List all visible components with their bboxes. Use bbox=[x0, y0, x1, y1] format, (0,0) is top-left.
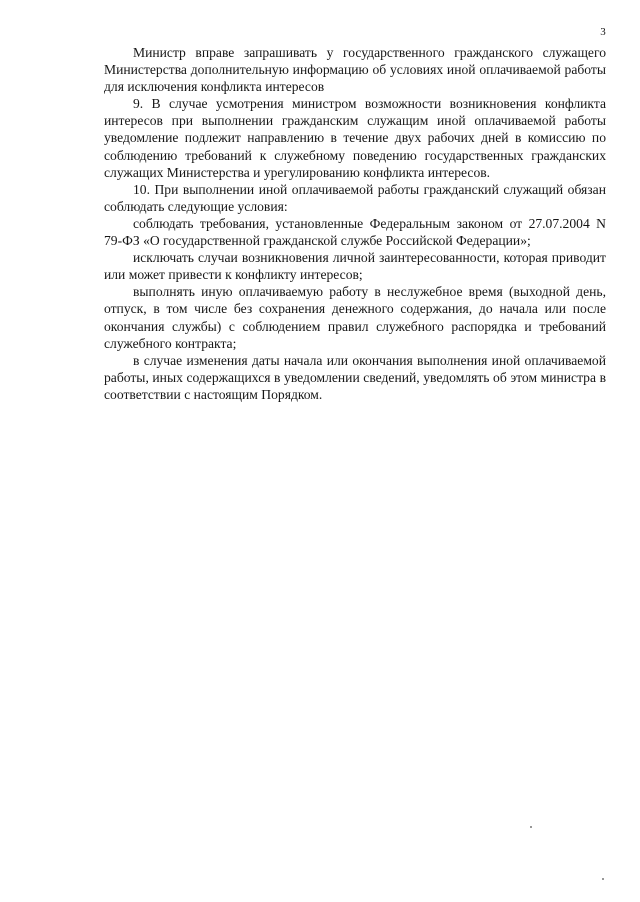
paragraph-condition-personal-interest: исключать случаи возникновения личной заинтересованности, которая приводит или может привести к конфликту интересов; bbox=[104, 250, 606, 283]
scan-speck bbox=[602, 878, 604, 880]
paragraph-item-10: 10. При выполнении иной оплачиваемой работы гражданский служащий обязан соблюдать следующие условия: bbox=[104, 181, 606, 214]
paragraph-condition-non-working-time: выполнять иную оплачиваемую работу в неслужебное время (выходной день, отпуск, в том числе без сохранения денежного содержания, до начала или после окончания службы) с соблюдением правил служебного распорядка и требований служебного контракта; bbox=[104, 284, 606, 351]
paragraph-condition-notify-changes: в случае изменения даты начала или окончания выполнения иной оплачиваемой работы, иных содержащихся в уведомлении сведений, уведомлять об этом министра в соответствии с настоящим Порядком. bbox=[104, 352, 606, 402]
document-body bbox=[104, 44, 606, 403]
paragraph-condition-federal-law: соблюдать требования, установленные Федеральным законом от 27.07.2004 N 79-ФЗ «О государственной гражданской службе Российской Федерации»; bbox=[104, 215, 606, 249]
page-number: 3 bbox=[600, 26, 606, 38]
paragraph-item-9: 9. В случае усмотрения министром возможности возникновения конфликта интересов при выполнении гражданским служащим иной оплачиваемой работы уведомление подлежит направлению в течение двух рабочих дней в комиссию по соблюдению требований к служебному поведению государственных гражданских служащих Министерства и урегулированию конфликта интересов. bbox=[104, 96, 606, 180]
scan-speck bbox=[530, 826, 532, 828]
paragraph-minister-request: Министр вправе запрашивать у государственного гражданского служащего Министерства дополнительную информацию об условиях иной оплачиваемой работы для исключения конфликта интересов bbox=[104, 45, 606, 95]
